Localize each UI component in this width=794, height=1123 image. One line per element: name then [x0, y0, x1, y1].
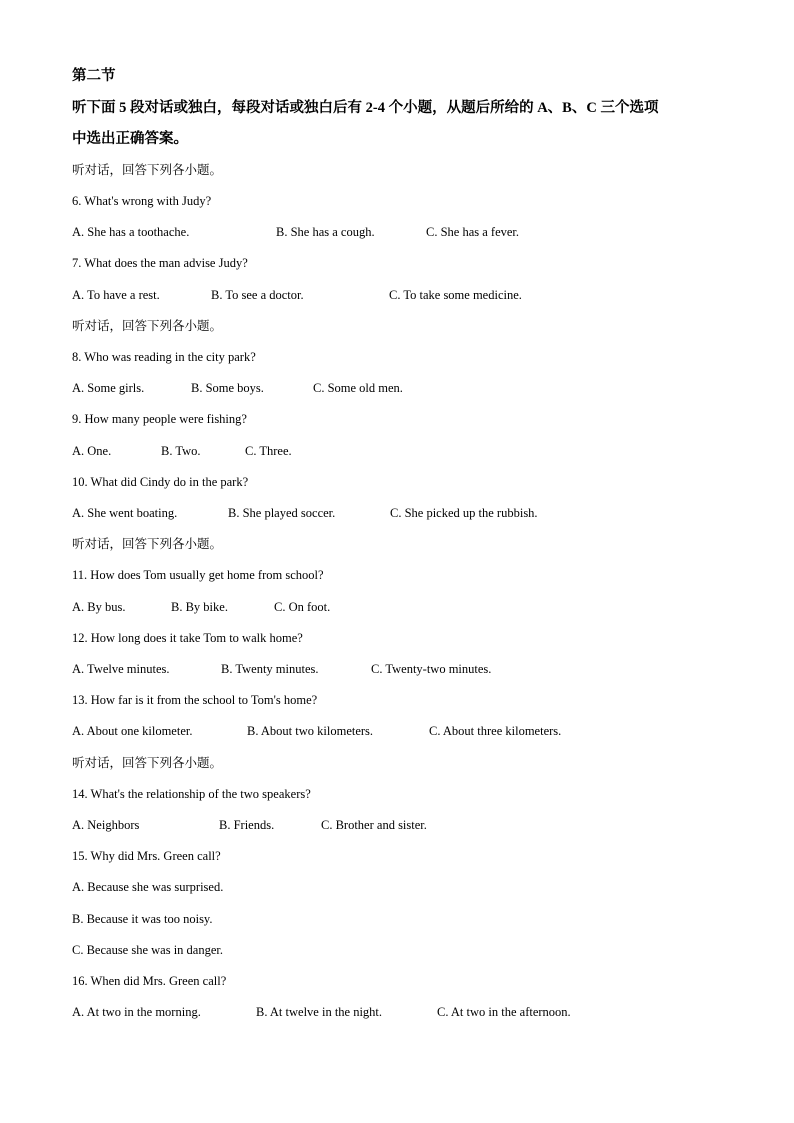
- option-c: C. Three.: [245, 444, 292, 458]
- question-8: 8. Who was reading in the city park?: [72, 350, 256, 364]
- option-a: A. One.: [72, 444, 112, 458]
- option-a: A. By bus.: [72, 600, 126, 614]
- option-c: C. At two in the afternoon.: [437, 1005, 571, 1019]
- group-prompt: 听对话，回答下列各小题。: [72, 756, 223, 770]
- option-c: C. She picked up the rubbish.: [390, 506, 538, 520]
- option-a: A. About one kilometer.: [72, 724, 193, 738]
- question-10: 10. What did Cindy do in the park?: [72, 475, 249, 489]
- option-b: B. She played soccer.: [228, 506, 336, 520]
- question-15-option-b: B. Because it was too noisy.: [72, 912, 213, 926]
- question-16: 16. When did Mrs. Green call?: [72, 974, 227, 988]
- question-13: 13. How far is it from the school to Tom's home?: [72, 693, 318, 707]
- section-heading: 第二节: [72, 68, 116, 84]
- option-b: B. Some boys.: [191, 381, 264, 395]
- option-b: B. She has a cough.: [276, 225, 375, 239]
- option-c: C. About three kilometers.: [429, 724, 562, 738]
- question-15: 15. Why did Mrs. Green call?: [72, 849, 221, 863]
- question-14: 14. What's the relationship of the two speakers?: [72, 787, 311, 801]
- option-c: C. Some old men.: [313, 381, 403, 395]
- question-15-option-c: C. Because she was in danger.: [72, 943, 224, 957]
- option-b: B. Two.: [161, 444, 201, 458]
- option-c: C. Brother and sister.: [321, 818, 427, 832]
- option-a: A. Twelve minutes.: [72, 662, 170, 676]
- option-c: C. Twenty-two minutes.: [371, 662, 492, 676]
- option-b: B. About two kilometers.: [247, 724, 374, 738]
- option-a: A. To have a rest.: [72, 288, 160, 302]
- question-6: 6. What's wrong with Judy?: [72, 194, 212, 208]
- section-instruction-line-2: 中选出正确答案。: [72, 131, 188, 147]
- option-c: C. To take some medicine.: [389, 288, 522, 302]
- option-b: B. Twenty minutes.: [221, 662, 319, 676]
- option-a: A. She went boating.: [72, 506, 178, 520]
- question-11: 11. How does Tom usually get home from school?: [72, 568, 324, 582]
- question-7: 7. What does the man advise Judy?: [72, 256, 248, 270]
- option-b: B. At twelve in the night.: [256, 1005, 383, 1019]
- option-a: A. Some girls.: [72, 381, 145, 395]
- question-15-option-a: A. Because she was surprised.: [72, 880, 224, 894]
- option-c: C. She has a fever.: [426, 225, 520, 239]
- option-a: A. She has a toothache.: [72, 225, 190, 239]
- option-b: B. By bike.: [171, 600, 228, 614]
- question-9: 9. How many people were fishing?: [72, 412, 247, 426]
- group-prompt: 听对话，回答下列各小题。: [72, 163, 223, 177]
- group-prompt: 听对话，回答下列各小题。: [72, 537, 223, 551]
- option-c: C. On foot.: [274, 600, 331, 614]
- option-a: A. Neighbors: [72, 818, 140, 832]
- option-b: B. To see a doctor.: [211, 288, 304, 302]
- section-instruction-line-1: 听下面 5 段对话或独白，每段对话或独白后有 2-4 个小题，从题后所给的 A、B、C 三个选项: [72, 100, 659, 116]
- option-b: B. Friends.: [219, 818, 275, 832]
- option-a: A. At two in the morning.: [72, 1005, 201, 1019]
- group-prompt: 听对话，回答下列各小题。: [72, 319, 223, 333]
- question-12: 12. How long does it take Tom to walk home?: [72, 631, 303, 645]
